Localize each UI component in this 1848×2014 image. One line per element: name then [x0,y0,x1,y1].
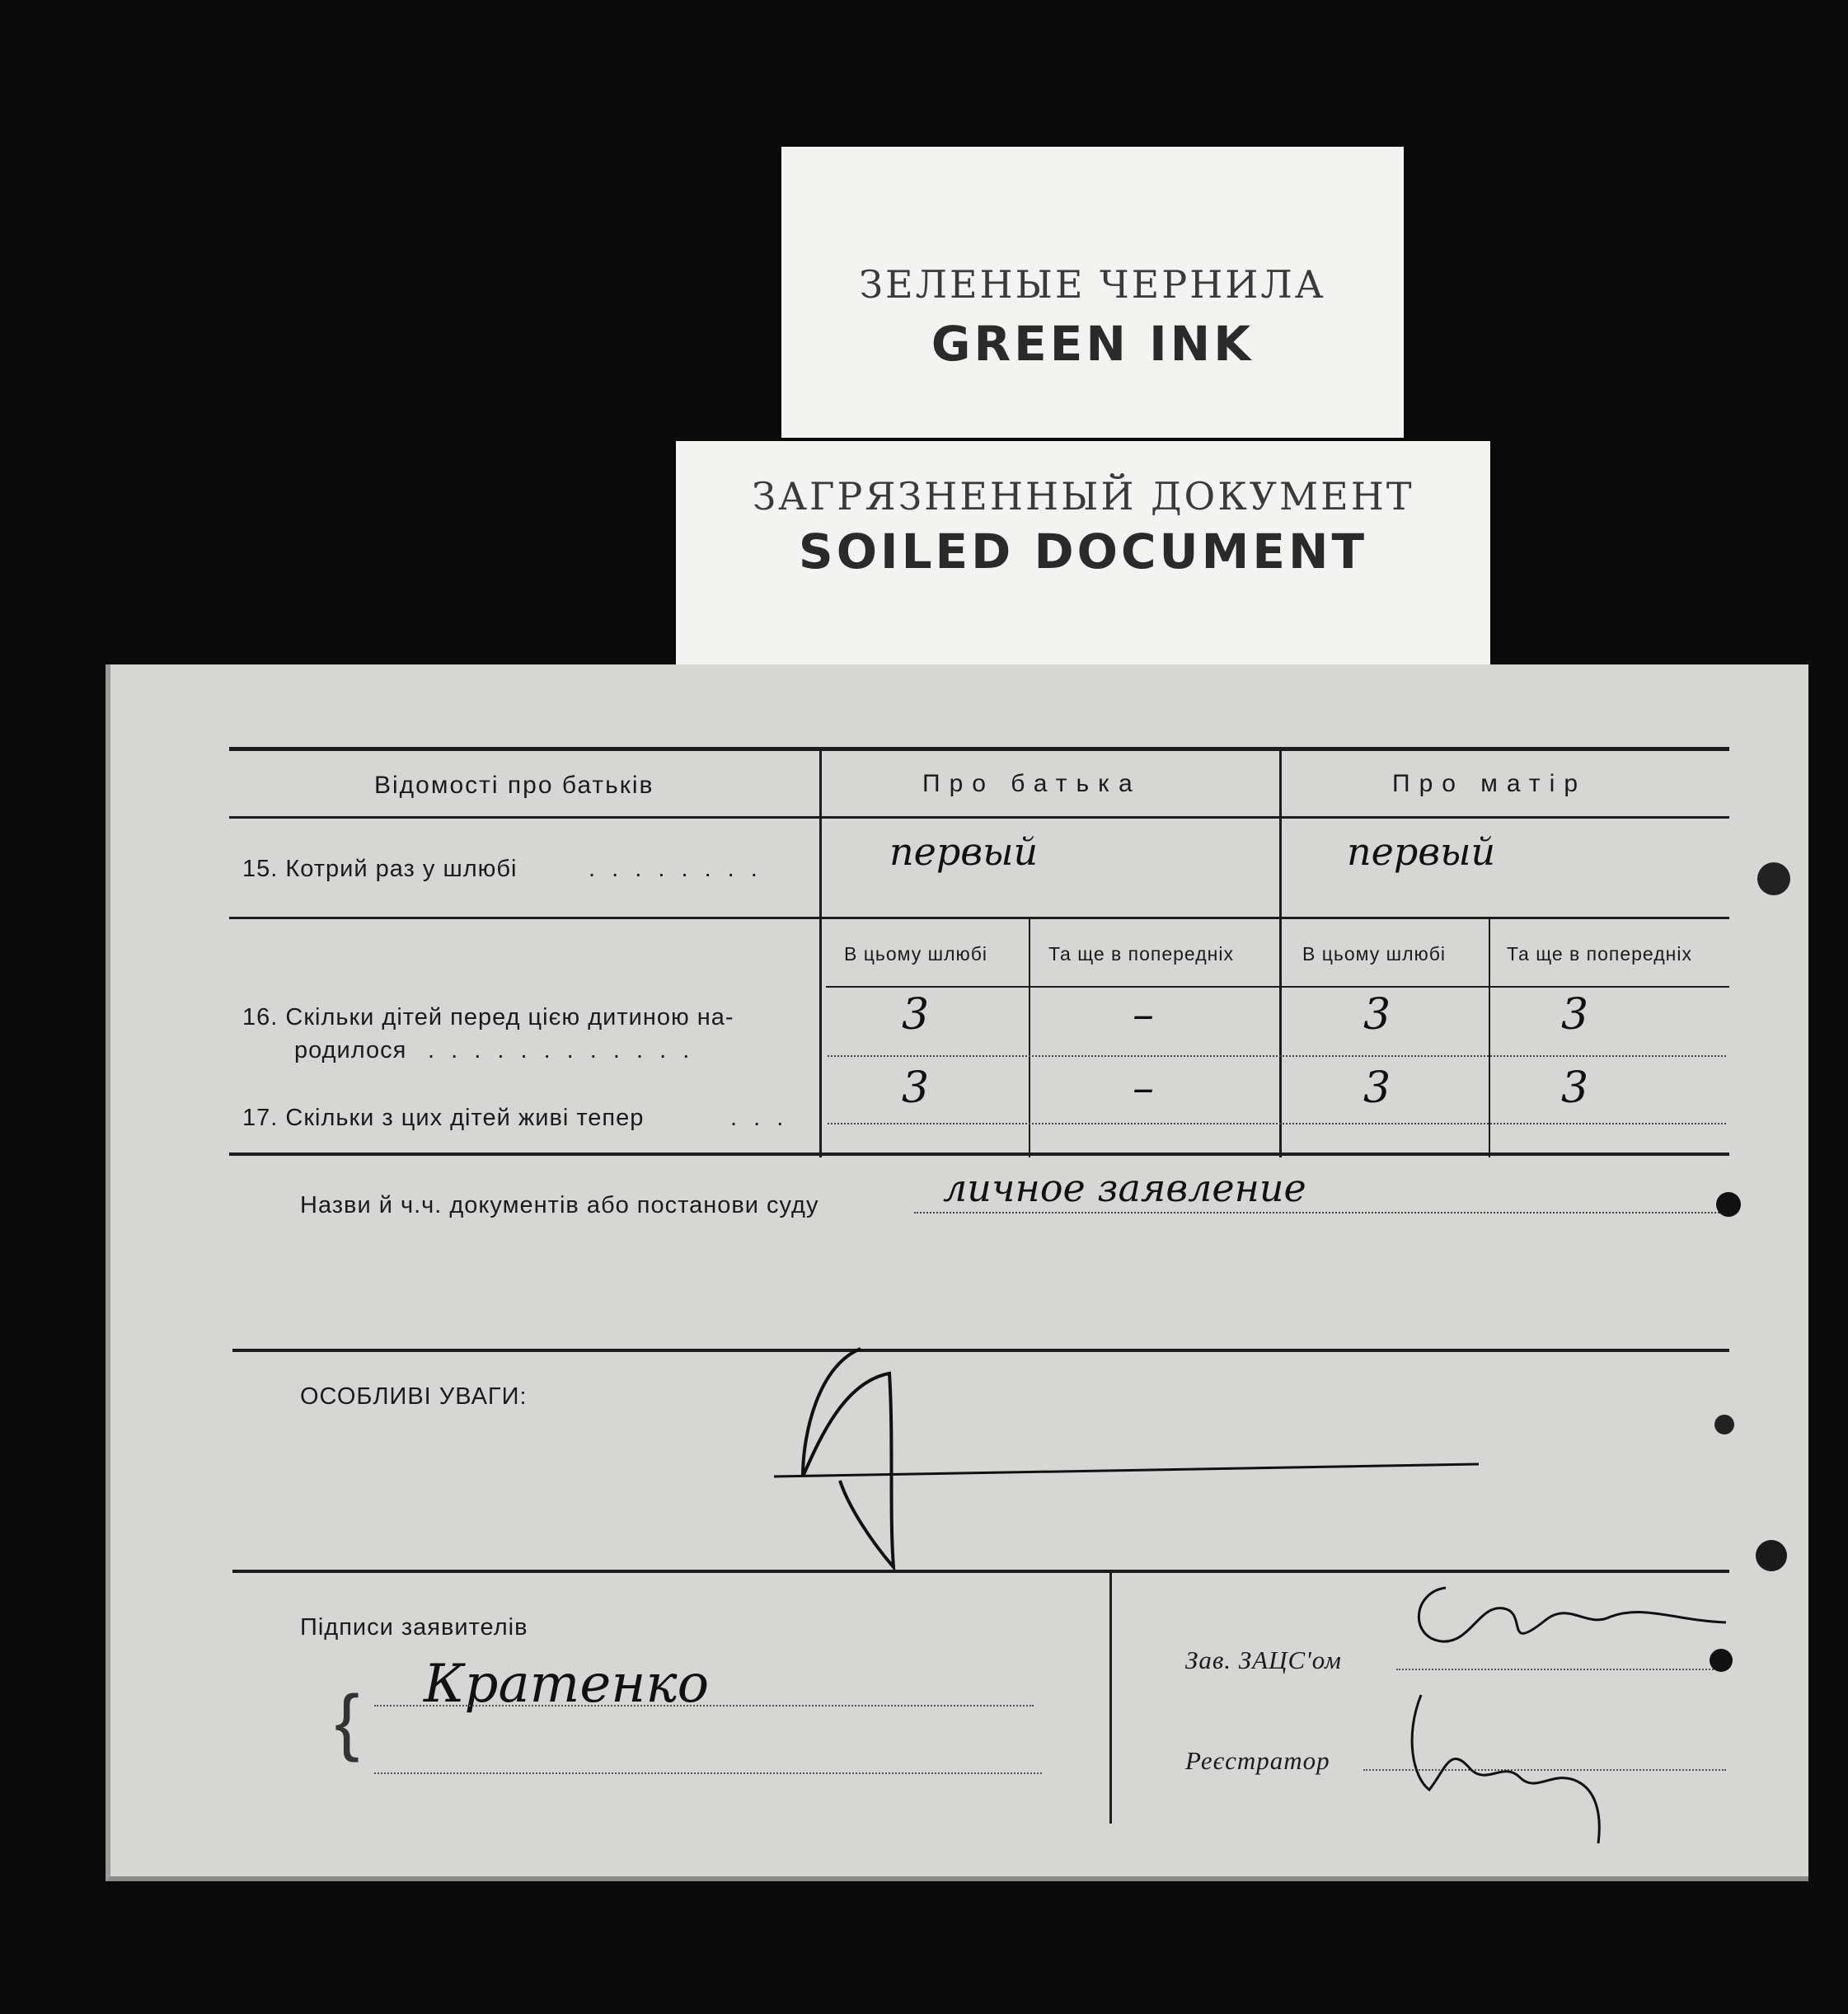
remarks-label: ОСОБЛИВІ УВАГИ: [300,1383,528,1410]
soiled-ru: ЗАГРЯЗНЕННЫЙ ДОКУМЕНТ [752,474,1414,519]
applicants-signature: Кратенко [424,1654,710,1715]
signature-divider [1109,1571,1112,1824]
row17-mother-this: 3 [1363,1063,1391,1113]
header-rule [229,816,1729,819]
table-bottom-rule [229,1153,1729,1156]
green-ink-en: GREEN INK [931,316,1255,372]
documents-label: Назви й ч.ч. документів або постанови суду [300,1192,819,1218]
subheader-father-this: В цьому шлюбі [844,943,988,965]
applicants-label: Підписи заявителів [300,1614,528,1641]
applicant-sign-line-2 [374,1772,1042,1774]
row16-mother-previous: 3 [1561,990,1589,1040]
subheader-mother-this: В цьому шлюбі [1302,943,1447,965]
row15-rule [229,917,1729,919]
registry-form [106,664,1808,1881]
row16-label-line2: родилося [294,1037,407,1063]
row15-label: 15. Котрий раз у шлюбі [242,856,518,882]
row15-dots: . . . . . . . . [589,856,762,882]
subcol-divider-mother [1489,918,1490,1157]
punch-hole [1756,1540,1787,1571]
documents-line [914,1212,1726,1214]
punch-hole [1757,862,1790,895]
row17-mother-previous: 3 [1561,1063,1589,1113]
row15-mother-value: первый [1347,829,1496,874]
punch-hole [1710,1649,1733,1672]
col-divider-1b [819,994,822,1157]
subcol-divider-father [1029,918,1030,1157]
subheader-rule [826,986,1729,988]
documents-value: личное заявление [943,1166,1306,1210]
row17-father-previous: – [1133,1063,1154,1113]
green-ink-slip [781,147,1404,438]
col-divider-2 [1279,747,1282,994]
applicants-brace: { [335,1681,361,1763]
row16-father-this: 3 [902,990,930,1040]
row17-dots: . . . [730,1105,789,1131]
registrar-label: Реєстратор [1185,1746,1330,1775]
remarks-strike-mark [770,1316,1528,1588]
row16-dots: . . . . . . . . . . . . [428,1037,695,1063]
subheader-father-previous: Та ще в попередніх [1048,943,1234,965]
row16-father-previous: – [1133,990,1154,1040]
registrar-signature [1396,1687,1710,1852]
applicant-sign-line-1 [374,1705,1034,1707]
header-mother: Про матір [1392,770,1588,797]
row17-father-this: 3 [902,1063,930,1113]
row17-label: 17. Скільки з цих дітей живі тепер [242,1105,645,1131]
col-divider-2b [1279,994,1282,1157]
header-parents: Відомості про батьків [374,772,654,799]
subheader-mother-previous: Та ще в попередніх [1507,943,1692,965]
row17-value-line [828,1123,1726,1124]
head-label: Зав. ЗАЦС'ом [1185,1645,1342,1674]
soiled-document-slip [676,441,1490,676]
col-divider-1 [819,747,822,994]
punch-hole [1714,1415,1734,1434]
punch-hole [1716,1192,1741,1217]
row16-mother-this: 3 [1363,990,1391,1040]
head-signature [1396,1571,1742,1678]
soiled-en: SOILED DOCUMENT [798,523,1368,580]
row16-label-line1: 16. Скільки дітей перед цією дитиною на- [242,1004,734,1030]
row15-father-value: первый [889,829,1039,874]
row16-value-line [828,1055,1726,1057]
top-rule [229,747,1729,751]
header-father: Про батька [922,770,1142,797]
green-ink-ru: ЗЕЛЕНЫЕ ЧЕРНИЛА [859,262,1326,307]
